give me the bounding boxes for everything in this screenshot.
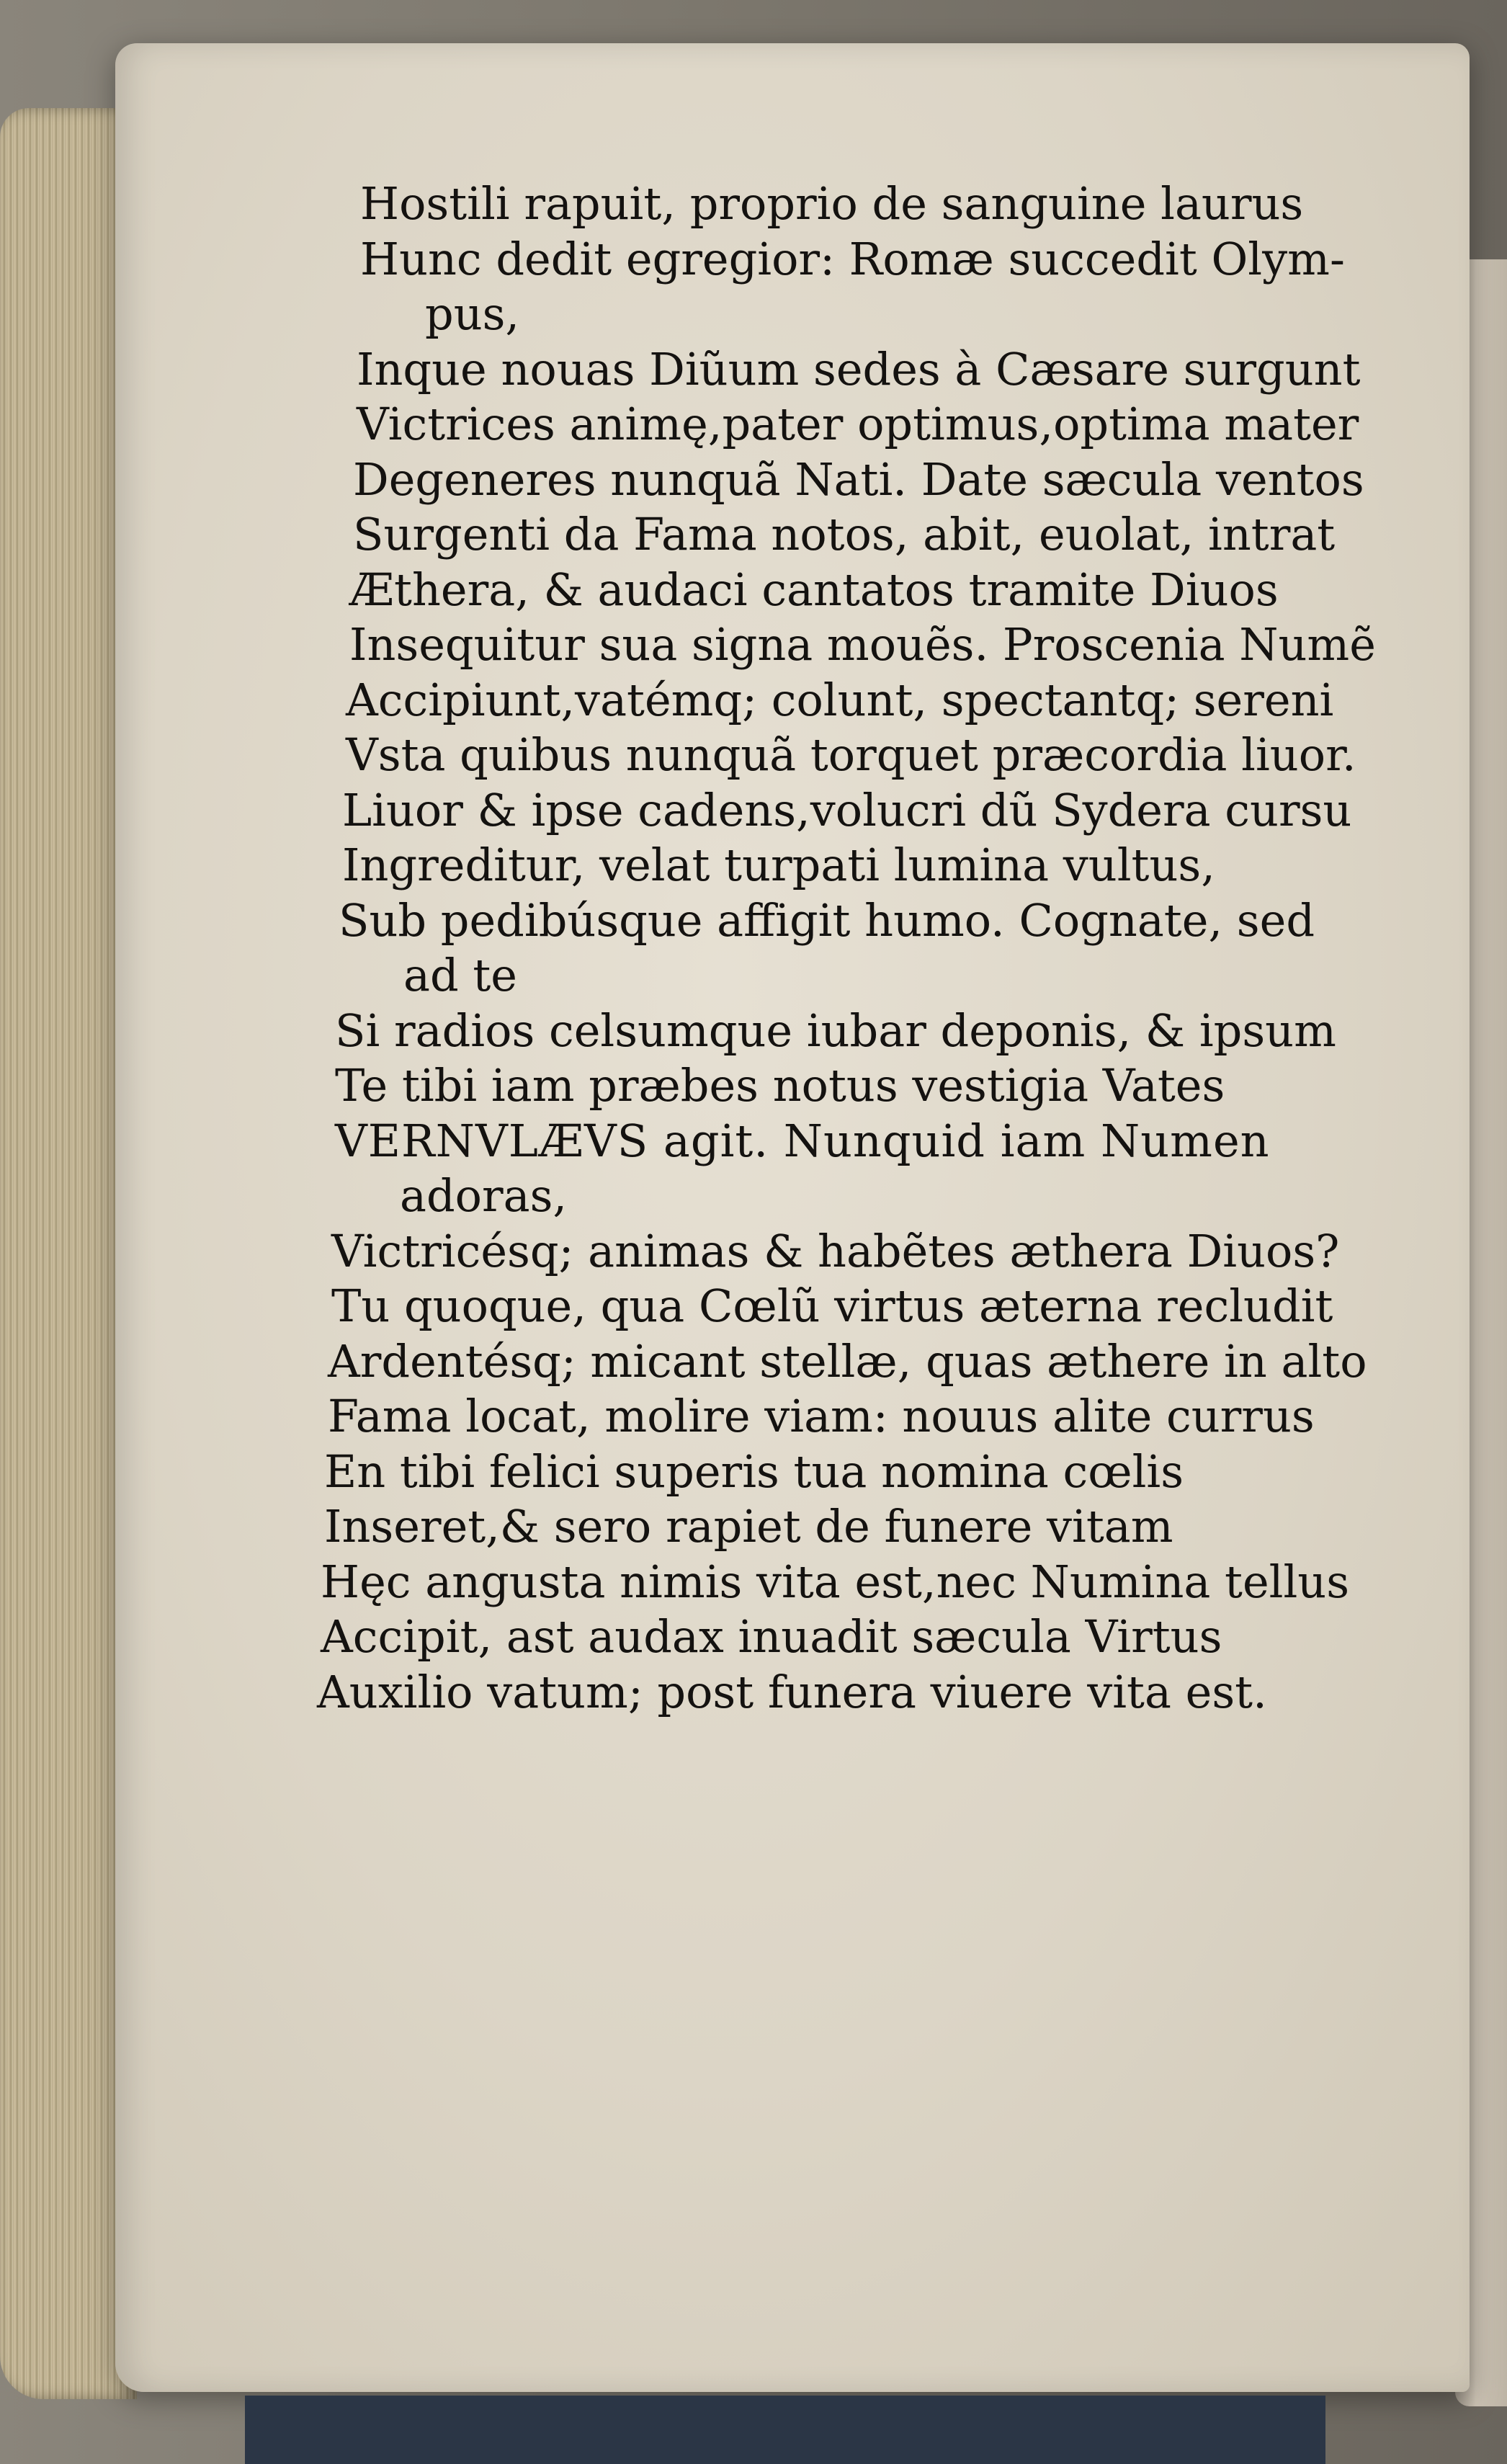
poem-line: Fama locat, molire viam: nouus alite currus bbox=[328, 1390, 1315, 1442]
poem-line: Degeneres nunquã Nati. Date sæcula ventos bbox=[353, 452, 1364, 506]
poem-line: VERNVLÆVS agit. Nunquid iam Numen bbox=[335, 1114, 1270, 1167]
poem-line: Accipit, ast audax inuadit sæcula Virtus bbox=[321, 1610, 1222, 1663]
poem-line: Insequitur sua signa mouẽs. Proscenia Numẽ bbox=[349, 618, 1376, 671]
book-cradle bbox=[245, 2396, 1325, 2464]
poem-line: Si radios celsumque iubar deponis, & ipsum bbox=[335, 1004, 1336, 1057]
poem-line: Victrices animę,pater optimus,optima mater bbox=[357, 398, 1359, 450]
poem-line: pus, bbox=[425, 287, 520, 340]
poem-line: Auxilio vatum; post funera viuere vita est. bbox=[317, 1665, 1267, 1718]
poem-line: Victricésq; animas & habẽtes æthera Diuos? bbox=[331, 1224, 1340, 1277]
poem-line: Liuor & ipse cadens,volucri dũ Sydera cursu bbox=[342, 783, 1352, 836]
poem-line: Accipiunt,vatémq; colunt, spectantq; sereni bbox=[346, 673, 1334, 726]
poem-line: Sub pedibúsque affigit humo. Cognate, sed bbox=[339, 893, 1315, 947]
poem-line: Ardentésq; micant stellæ, quas æthere in alto bbox=[328, 1334, 1367, 1388]
poem-line: En tibi felici superis tua nomina cœlis bbox=[324, 1445, 1184, 1498]
poem-text bbox=[317, 177, 1412, 1720]
poem-line: Vsta quibus nunquã torquet præcordia liuor. bbox=[346, 728, 1356, 781]
poem-line: Inseret,& sero rapiet de funere vitam bbox=[324, 1500, 1173, 1553]
poem-line: Inque nouas Diũum sedes à Cæsare surgunt bbox=[357, 342, 1361, 396]
poem-line: adoras, bbox=[400, 1169, 568, 1222]
poem-line: ad te bbox=[403, 949, 517, 1001]
poem-line: Te tibi iam præbes notus vestigia Vates bbox=[335, 1059, 1225, 1112]
poem-line: Hęc angusta nimis vita est,nec Numina tellus bbox=[321, 1555, 1350, 1608]
poem-line: Tu quoque, qua Cœlũ virtus æterna recludit bbox=[331, 1280, 1333, 1332]
poem-line: Ingreditur, velat turpati lumina vultus, bbox=[342, 839, 1215, 891]
poem-line: Hostili rapuit, proprio de sanguine laurus bbox=[360, 177, 1304, 230]
poem-line: Hunc dedit egregior: Romæ succedit Olym- bbox=[360, 232, 1345, 285]
poem-line: Surgenti da Fama notos, abit, euolat, intrat bbox=[353, 508, 1336, 561]
poem-line: Æthera, & audaci cantatos tramite Diuos bbox=[349, 563, 1279, 616]
